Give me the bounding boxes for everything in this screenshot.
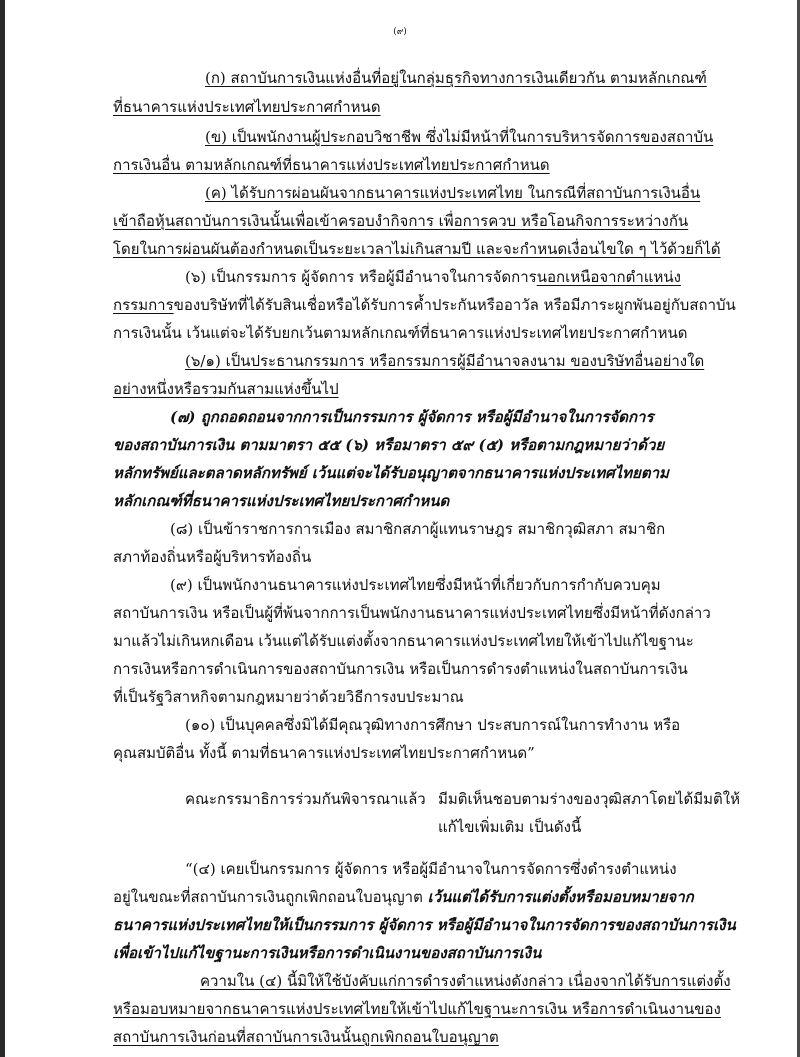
clause-6-1-line-2: อย่างหนึ่งหรือรวมกันสามแห่งขึ้นไป: [113, 380, 339, 398]
clause-ka-line-2: ที่ธนาคารแห่งประเทศไทยประกาศกำหนด: [113, 98, 381, 116]
clause-9-line-2: สถาบันการเงิน หรือเป็นผู้ที่พ้นจากการเป็นพนักงานธนาคารแห่งประเทศไทยซึ่งมีหน้าที่ดังกล่าว: [113, 604, 711, 622]
committee-resolution-line-2: แก้ไขเพิ่มเติม เป็นดังนี้: [438, 818, 582, 836]
clause-6-line-2: [113, 295, 736, 315]
clause-6-text-2: ของบริษัทที่ได้รับสินเชื่อหรือได้รับการค้ำประกันหรืออาวัล หรือมีภาระผูกพันอยู่กับสถาบัน: [173, 296, 736, 314]
clause-7-line-3: หลักทรัพย์และตลาดหลักทรัพย์ เว้นแต่จะได้รับอนุญาตจากธนาคารแห่งประเทศไทยตาม: [113, 464, 669, 482]
clause-9-line-1: (๙) เป็นพนักงานธนาคารแห่งประเทศไทยซึ่งมีหน้าที่เกี่ยวกับการกำกับควบคุม: [170, 576, 661, 594]
amend-line-6: หรือมอบหมายจากธนาคารแห่งประเทศไทยให้เข้าไปแก้ไขฐานะการเงิน หรือการดำเนินงานของ: [113, 1000, 721, 1018]
clause-10-line-2: คุณสมบัติอื่น ทั้งนี้ ตามที่ธนาคารแห่งประเทศไทยประกาศกำหนด”: [113, 744, 535, 762]
clause-9-line-3: มาแล้วไม่เกินหกเดือน เว้นแต่ได้รับแต่งตั้งจากธนาคารแห่งประเทศไทยให้เข้าไปแก้ไขฐานะ: [113, 632, 694, 650]
clause-7-line-2: ของสถาบันการเงิน ตามมาตรา ๕๕ (๖) หรือมาตรา ๕๙ (๕) หรือตามกฎหมายว่าด้วย: [113, 436, 665, 454]
clause-8-line-1: (๘) เป็นข้าราชการการเมือง สมาชิกสภาผู้แทนราษฎร สมาชิกวุฒิสภา สมาชิก: [170, 520, 666, 538]
scan-border-left: [0, 0, 5, 1057]
amend-line-5: ความใน (๔) นี้มิให้ใช้บังคับแก่การดำรงตำแหน่งดังกล่าว เนื่องจากได้รับการแต่งตั้ง: [200, 972, 731, 990]
clause-9-line-4: การเงินหรือการดำเนินการของสถาบันการเงิน หรือเป็นการดำรงตำแหน่งในสถาบันการเงิน: [113, 660, 688, 678]
amend-line-2: [113, 887, 694, 907]
amend-line-7: สถาบันการเงินก่อนที่สถาบันการเงินนั้นถูกเพิกถอนใบอนุญาต: [113, 1028, 499, 1046]
clause-6-underlined-2: กรรมการ: [113, 296, 174, 314]
clause-6-text: (๖) เป็นกรรมการ ผู้จัดการ หรือผู้มีอำนาจในการจัดการ: [185, 268, 537, 286]
clause-6-line-3: การเงินนั้น เว้นแต่จะได้รับยกเว้นตามหลักเกณฑ์ที่ธนาคารแห่งประเทศไทยประกาศกำหนด: [113, 324, 688, 342]
clause-kho2-line-1: (ค) ได้รับการผ่อนผันจากธนาคารแห่งประเทศไทย ในกรณีที่สถาบันการเงินอื่น: [205, 184, 701, 202]
clause-9-line-5: ที่เป็นรัฐวิสาหกิจตามกฎหมายว่าด้วยวิธีการงบประมาณ: [113, 688, 464, 706]
clause-6-1-line-1: (๖/๑) เป็นประธานกรรมการ หรือกรรมการผู้มีอำนาจลงนาม ของบริษัทอื่นอย่างใด: [185, 352, 705, 370]
clause-7-line-4: หลักเกณฑ์ที่ธนาคารแห่งประเทศไทยประกาศกำหนด: [113, 492, 450, 510]
committee-resolution-line-1: มีมติเห็นชอบตามร่างของวุฒิสภาโดยได้มีมติให้: [438, 790, 740, 808]
page-number: (๙): [393, 27, 407, 37]
clause-ka-line-1: (ก) สถาบันการเงินแห่งอื่นที่อยู่ในกลุ่มธุรกิจทางการเงินเดียวกัน ตามหลักเกณฑ์: [205, 69, 707, 87]
clause-10-line-1: (๑๐) เป็นบุคคลซึ่งมิได้มีคุณวุฒิทางการศึกษา ประสบการณ์ในการทำงาน หรือ: [185, 716, 681, 734]
clause-kho-line-2: การเงินอื่น ตามหลักเกณฑ์ที่ธนาคารแห่งประเทศไทยประกาศกำหนด: [113, 156, 550, 174]
amend-line-2-bold: เว้นแต่ได้รับการแต่งตั้งหรือมอบหมายจาก: [427, 888, 694, 906]
amend-line-2-text: อยู่ในขณะที่สถาบันการเงินถูกเพิกถอนใบอนุญาต: [113, 888, 428, 906]
amend-line-3: ธนาคารแห่งประเทศไทยให้เป็นกรรมการ ผู้จัดการ หรือผู้มีอำนาจในการจัดการของสถาบันการเงิน: [113, 916, 736, 934]
committee-label: คณะกรรมาธิการร่วมกันพิจารณาแล้ว: [185, 790, 426, 808]
amend-line-1: “(๔) เคยเป็นกรรมการ ผู้จัดการ หรือผู้มีอำนาจในการจัดการซึ่งดำรงตำแหน่ง: [185, 860, 677, 878]
clause-kho2-line-3: โดยในการผ่อนผันต้องกำหนดเป็นระยะเวลาไม่เกินสามปี และจะกำหนดเงื่อนไขใด ๆ ไว้ด้วยก็ได้: [113, 240, 721, 258]
clause-6-underlined: นอกเหนือจากตำแหน่ง: [536, 268, 681, 286]
clause-8-line-2: สภาท้องถิ่นหรือผู้บริหารท้องถิ่น: [113, 548, 312, 566]
clause-kho2-line-2: เข้าถือหุ้นสถาบันการเงินนั้นเพื่อเข้าครอบงำกิจการ เพื่อการควบ หรือโอนกิจการระหว่างกัน: [113, 212, 689, 230]
clause-kho-line-1: (ข) เป็นพนักงานผู้ประกอบวิชาชีพ ซึ่งไม่มีหน้าที่ในการบริหารจัดการของสถาบัน: [205, 128, 714, 146]
clause-7-line-1: (๗) ถูกถอดถอนจากการเป็นกรรมการ ผู้จัดการ หรือผู้มีอำนาจในการจัดการ: [170, 408, 654, 426]
clause-6-line-1: [185, 267, 681, 287]
amend-line-4: เพื่อเข้าไปแก้ไขฐานะการเงินหรือการดำเนินงานของสถาบันการเงิน: [113, 944, 542, 962]
